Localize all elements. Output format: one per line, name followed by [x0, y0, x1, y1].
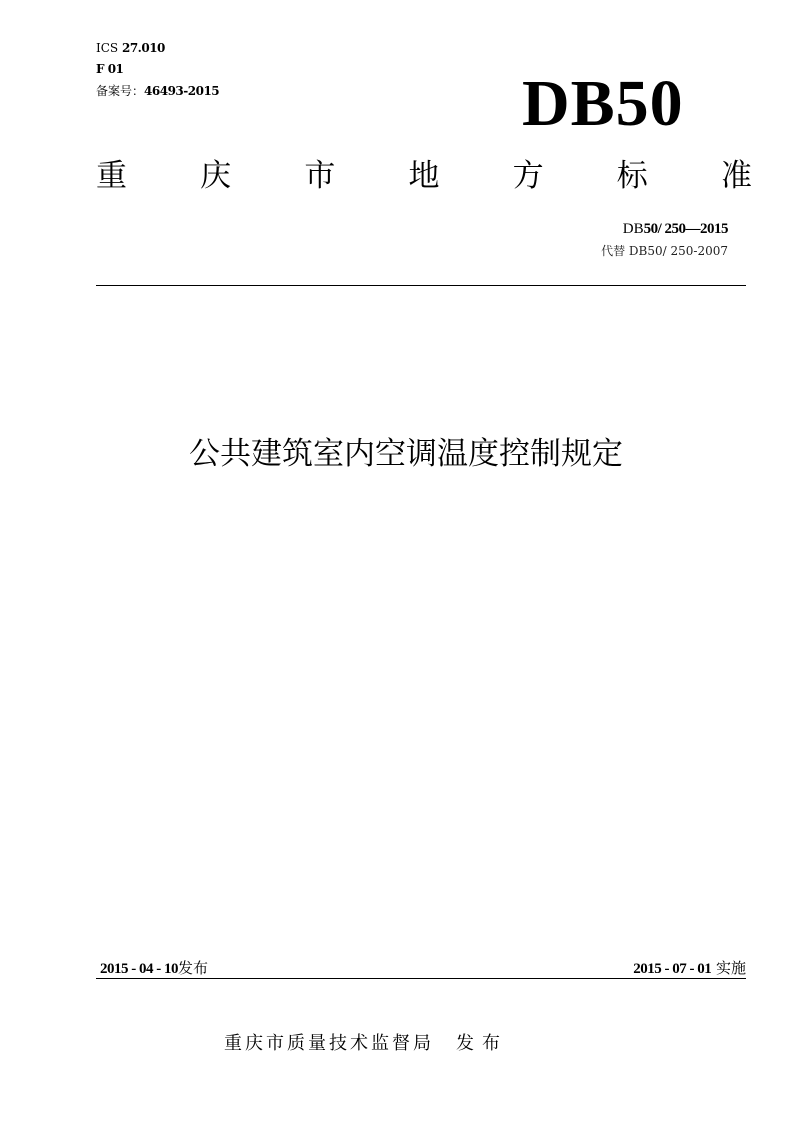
- filing-number: [96, 84, 219, 98]
- ics-value: 27.010: [121, 41, 165, 55]
- effective-date-label: 实施: [715, 959, 746, 977]
- publish-date-label: 发布: [178, 959, 209, 977]
- issuer-suffix: 发布: [456, 1033, 508, 1054]
- ccs-value: F 01: [96, 62, 124, 76]
- db-logo: DB50: [522, 67, 684, 140]
- standard-type-char: 市: [304, 158, 336, 194]
- issuer-name: 重庆市质量技术监督局: [224, 1033, 434, 1054]
- effective-date: [586, 957, 746, 980]
- document-title: 公共建筑室内空调温度控制规定: [189, 436, 623, 472]
- effective-date-value: 2015 - 07 - 01: [633, 961, 712, 977]
- filing-value: 46493-2015: [144, 84, 220, 98]
- standard-type-char: 标: [616, 158, 648, 194]
- publish-date: [100, 957, 208, 980]
- filing-label: 备案号：: [96, 84, 145, 98]
- standard-type-char: 方: [512, 158, 544, 194]
- standard-number-value: 50/ 250—2015: [643, 221, 728, 237]
- issuer: [224, 1031, 508, 1057]
- footer-divider: [96, 978, 746, 979]
- publish-date-value: 2015 - 04 - 10: [100, 961, 178, 977]
- standard-number: [574, 219, 728, 239]
- standard-type-char: 地: [408, 158, 440, 194]
- ccs-code: [96, 62, 123, 76]
- ics-code: [96, 41, 165, 55]
- standard-type-char: 庆: [200, 158, 232, 194]
- standard-type-char: 准: [720, 158, 752, 194]
- ics-label: ICS: [96, 41, 119, 55]
- standard-number-prefix: DB: [622, 221, 644, 237]
- replaces-standard: 代替 DB50/ 250-2007: [601, 244, 728, 258]
- header-divider: [96, 285, 746, 286]
- standard-type-heading: [96, 154, 752, 198]
- standard-type-char: 重: [96, 158, 127, 194]
